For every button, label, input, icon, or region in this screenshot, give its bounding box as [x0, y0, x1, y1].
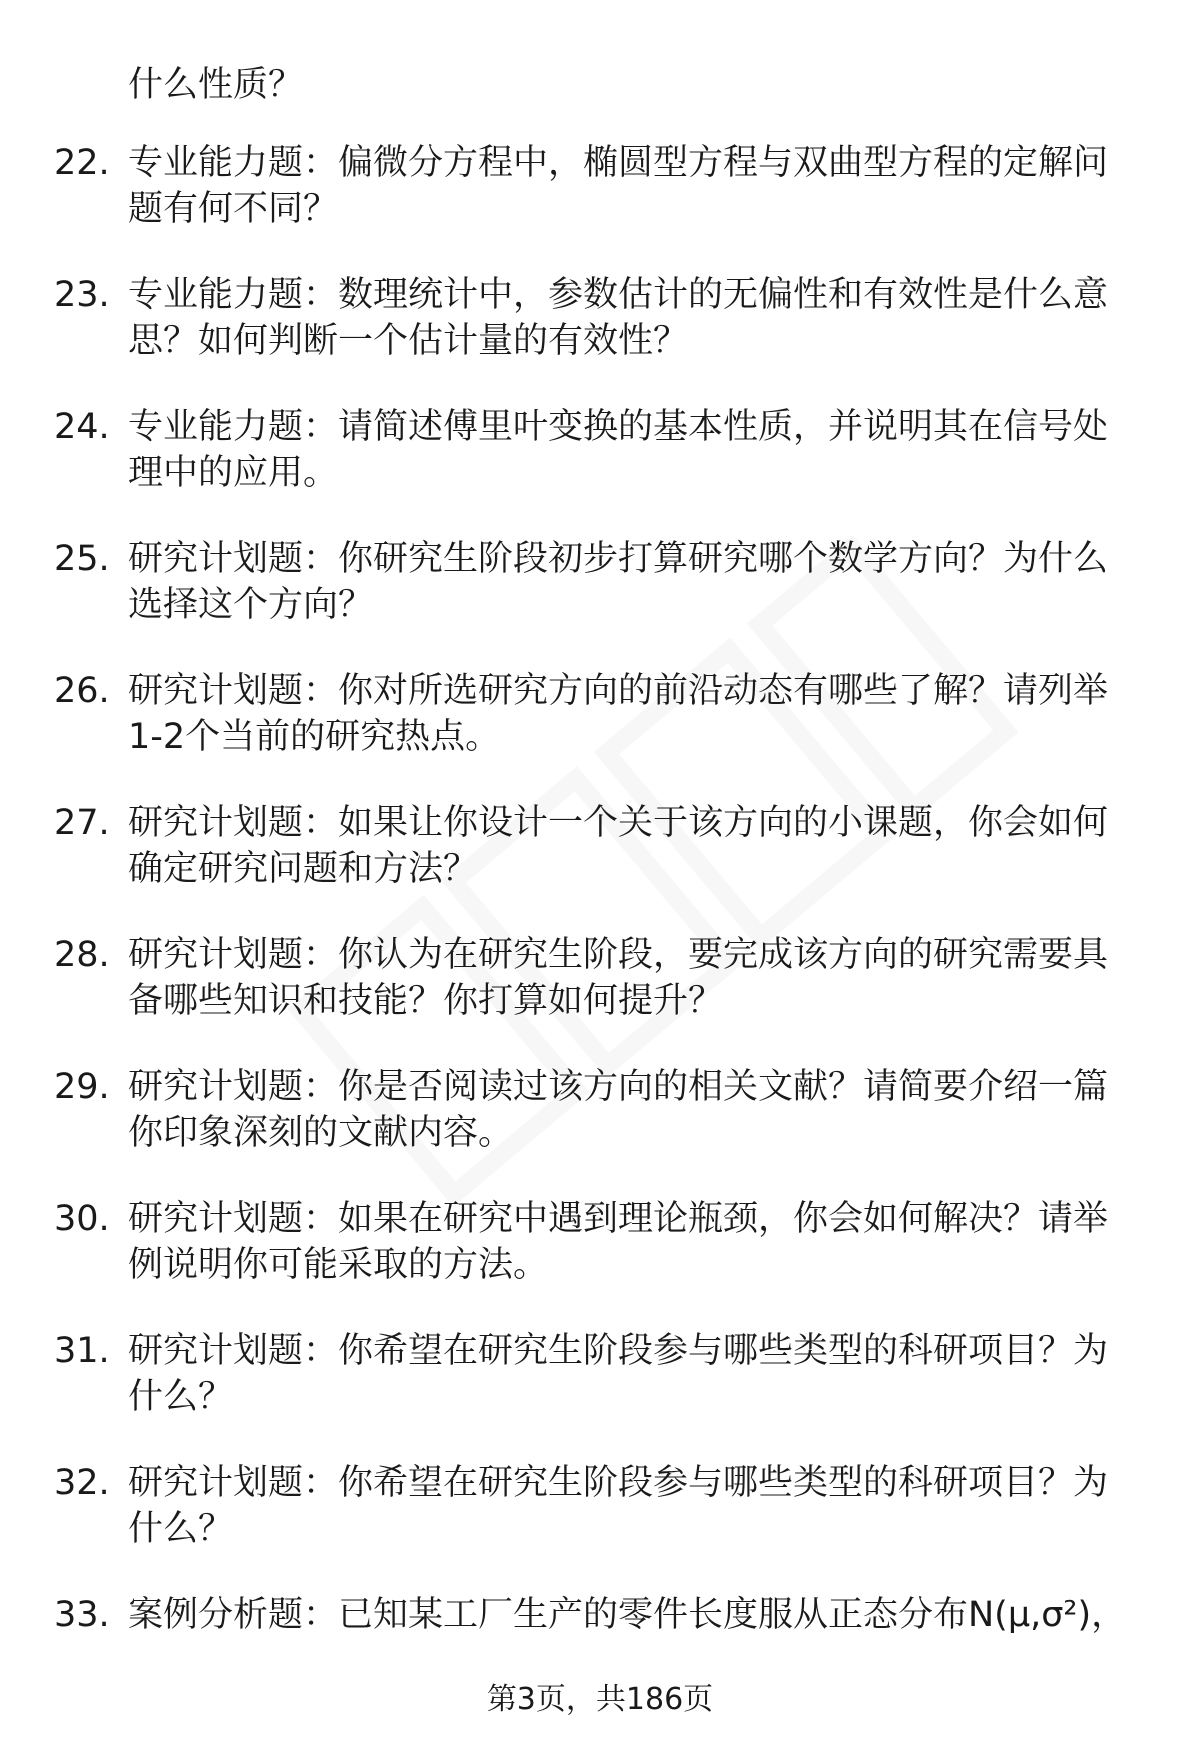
question-item — [54, 1460, 1154, 1552]
question-line: 什么？ — [128, 1377, 234, 1417]
question-line: 理中的应用。 — [128, 453, 339, 493]
question-item — [54, 1064, 1154, 1156]
question-line: 选择这个方向？ — [128, 585, 374, 625]
question-line: 1-2个当前的研究热点。 — [128, 717, 501, 757]
question-line: 专业能力题：请简述傅里叶变换的基本性质，并说明其在信号处 — [128, 407, 1109, 447]
question-number: 24. — [54, 407, 110, 447]
question-item — [54, 1196, 1154, 1288]
question-line: 你印象深刻的文献内容。 — [128, 1113, 514, 1153]
question-line: 研究计划题：你对所选研究方向的前沿动态有哪些了解？请列举 — [128, 671, 1109, 711]
question-item — [54, 668, 1154, 760]
question-item — [54, 1328, 1154, 1420]
question-line: 研究计划题：如果让你设计一个关于该方向的小课题，你会如何 — [128, 803, 1109, 843]
question-line: 研究计划题：你希望在研究生阶段参与哪些类型的科研项目？为 — [128, 1463, 1109, 1503]
question-line: 研究计划题：你认为在研究生阶段，要完成该方向的研究需要具 — [128, 935, 1109, 975]
question-number: 31. — [54, 1331, 110, 1371]
question-number: 29. — [54, 1067, 110, 1107]
question-number: 30. — [54, 1199, 110, 1239]
question-number: 22. — [54, 143, 110, 183]
question-number: 25. — [54, 539, 110, 579]
question-line: 研究计划题：你希望在研究生阶段参与哪些类型的科研项目？为 — [128, 1331, 1109, 1371]
question-item — [54, 932, 1154, 1024]
question-item — [54, 140, 1154, 232]
question-line: 研究计划题：如果在研究中遇到理论瓶颈，你会如何解决？请举 — [128, 1199, 1109, 1239]
question-number: 27. — [54, 803, 110, 843]
continuation-text: 什么性质？ — [128, 65, 304, 105]
question-item — [54, 1592, 1154, 1638]
question-line: 例说明你可能采取的方法。 — [128, 1245, 549, 1285]
question-item — [54, 800, 1154, 892]
question-item — [54, 404, 1154, 496]
question-line: 什么？ — [128, 1509, 234, 1549]
question-number: 23. — [54, 275, 110, 315]
question-line: 思？如何判断一个估计量的有效性？ — [128, 321, 689, 361]
question-line: 题有何不同？ — [128, 189, 339, 229]
question-number: 26. — [54, 671, 110, 711]
question-line: 专业能力题：偏微分方程中，椭圆型方程与双曲型方程的定解问 — [128, 143, 1109, 183]
question-list — [54, 140, 1154, 1678]
question-line: 专业能力题：数理统计中，参数估计的无偏性和有效性是什么意 — [128, 275, 1109, 315]
question-item — [54, 536, 1154, 628]
question-number: 33. — [54, 1595, 110, 1635]
question-number: 28. — [54, 935, 110, 975]
question-line: 案例分析题：已知某工厂生产的零件长度服从正态分布N(μ,σ²)， — [128, 1595, 1127, 1635]
page-footer: 第3页，共186页 — [486, 1682, 714, 1717]
question-item — [54, 272, 1154, 364]
question-line: 备哪些知识和技能？你打算如何提升？ — [128, 981, 724, 1021]
question-line: 研究计划题：你是否阅读过该方向的相关文献？请简要介绍一篇 — [128, 1067, 1109, 1107]
question-line: 确定研究问题和方法？ — [128, 849, 479, 889]
question-line: 研究计划题：你研究生阶段初步打算研究哪个数学方向？为什么 — [128, 539, 1109, 579]
question-number: 32. — [54, 1463, 110, 1503]
